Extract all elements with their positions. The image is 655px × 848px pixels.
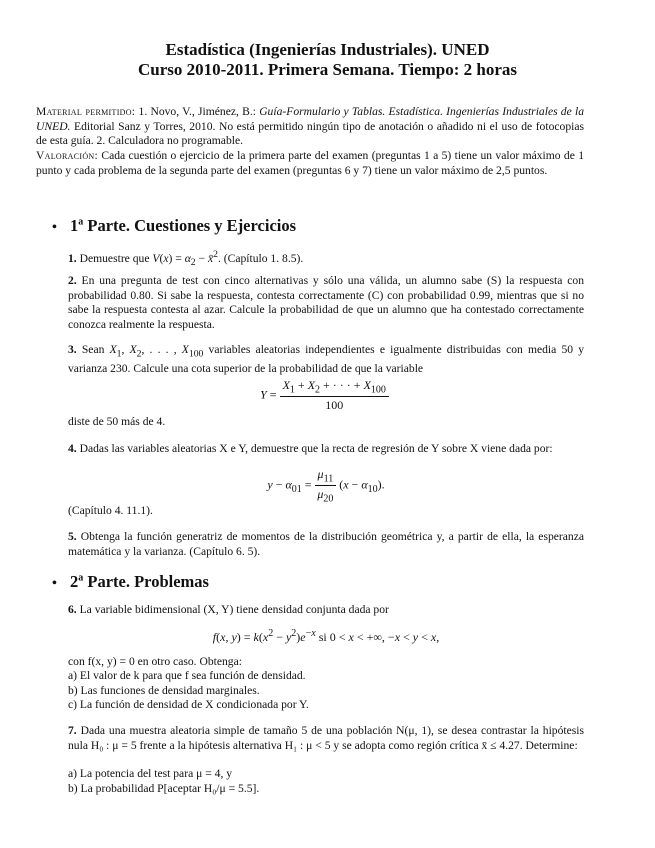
question-7-a: a) La potencia del test para μ = 4, y [68, 767, 233, 780]
question-4: 4. Dadas las variables aleatorias X e Y, demuestre que la recta de regresión de Y sobre X viene dada por: [68, 442, 553, 455]
section-part1-heading: • 1$^a$ Parte. Cuestiones y Ejercicios [52, 216, 297, 235]
question-6-b: b) Las funciones de densidad marginales. [68, 684, 260, 697]
question-3: 3. Sean $X_1$, $X_2$, . . . , $X_{100}$ variables aleatorias independientes e igualmente distribuidas con media 50 y varianza 230. Calcule una cota superior de la probabilidad de que la variable [68, 343, 585, 375]
section-part2-heading: • 2$^a$ Parte. Problemas [52, 572, 209, 591]
book-title: Guía-Formulario y Tablas. Estadística. Ingenierías Industriales de la UNED. [36, 105, 584, 133]
question-2: 2. En una pregunta de test con cinco alternativas y sólo una válida, un alumno sabe (S) la respuesta con probabilidad 0.80. Si sabe la respuesta, contesta correctamente (C) con probabilidad 0.99, mientras que si no sabe la respuesta contesta al azar. Calcule la probabilidad de que un alumno que ha contestado correctamente conozca realmente la respuesta. [68, 274, 584, 331]
question-1: 1. Demuestre que $V(x) = \alpha_2$ − x̄$^2$. (Capítulo 1. 8.5). [68, 249, 304, 269]
equation-y-mean: Y = $\frac{X_1 + X_2 + \cdot \cdot \cdot + X_{100}}{100}$ [68, 378, 584, 413]
question-7-b: b) La probabilidad P[aceptar H₀/μ = 5.5]. [68, 782, 260, 795]
question-4-after: (Capítulo 4. 11.1). [68, 504, 153, 517]
exam-subtitle: Curso 2010-2011. Primera Semana. Tiempo: 2 horas [137, 60, 518, 79]
question-6-a: a) El valor de k para que f sea función de densidad. [68, 669, 306, 682]
equation-regression: $y - \alpha_{01}$ = $\frac{\mu_{11}}{\mu_{20}}$ $(x - \alpha_{10})$. [267, 467, 385, 505]
equation-density: f(x, $y) = k(x^2 - y^2)e^{-x}$ si 0 < x < +∞, −x < y < x, [212, 628, 440, 644]
question-6-condition: con f(x, y) = 0 en otro caso. Obtenga: [68, 655, 242, 668]
question-6-c: c) La función de densidad de X condicionada por Y. [68, 698, 309, 711]
bullet-icon: • [52, 576, 57, 591]
material-label: Material permitido: [36, 105, 136, 118]
valoracion-label: Valoración: [36, 149, 99, 162]
material-paragraph: Material permitido: 1. Novo, V., Jiménez, B.: Guía-Formulario y Tablas. Estadística. Ingenierías Industriales de la UNED. Editorial Sanz y Torres, 2010. No está permitido ningún tipo de anotación o añadido ni el uso de fotocopias de esta guía. 2. Calculadora no programable. [36, 105, 584, 147]
valoracion-paragraph: Valoración: Cada cuestión o ejercicio de la primera parte del examen (preguntas 1 a 5) tiene un valor máximo de 1 punto y cada problema de la segunda parte del examen (preguntas 6 y 7) tiene un valor máximo de 2,5 puntos. [36, 149, 584, 177]
exam-title: Estadística (Ingenierías Industriales). UNED [165, 40, 490, 59]
question-6: 6. La variable bidimensional (X, Y) tiene densidad conjunta dada por [68, 603, 389, 616]
question-5: 5. Obtenga la función generatriz de momentos de la distribución geométrica y, a partir de ella, la esperanza matemática y la varianza. (Capítulo 6. 5). [68, 530, 584, 558]
question-7: 7. Dada una muestra aleatoria simple de tamaño 5 de una población N(μ, 1), se desea contrastar la hipótesis nula H₀ : μ = 5 frente a la hipótesis alternativa H₁ : μ < 5 y se adopta como región crítica x̄ ≤ 4.27. Determine: [68, 724, 584, 752]
question-3-after: diste de 50 más de 4. [68, 415, 166, 428]
bullet-icon: • [52, 220, 57, 235]
